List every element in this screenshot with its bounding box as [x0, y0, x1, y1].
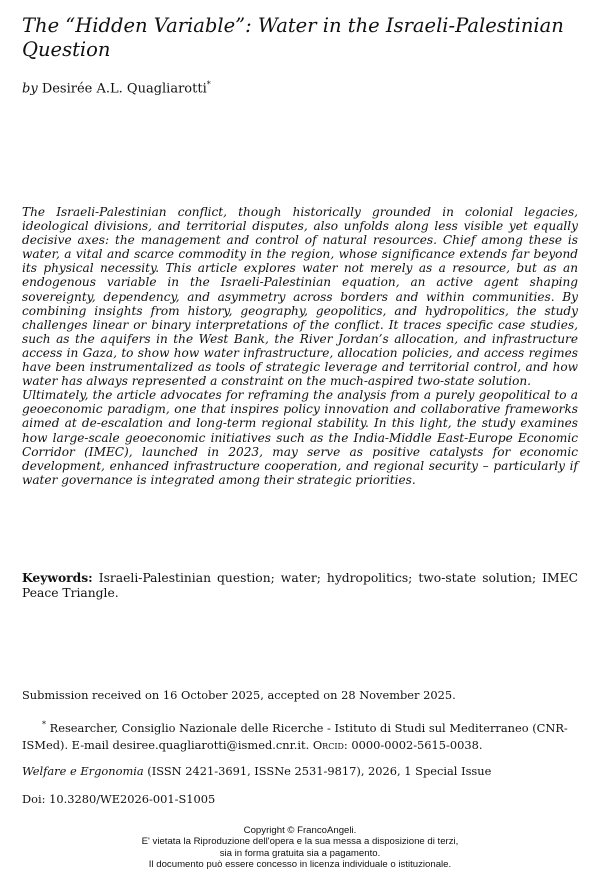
doi: Doi: 10.3280/WE2026-001-S1005	[22, 792, 216, 806]
footnote-text-1: Researcher, Consiglio Nazionale delle Ricerche - Istituto di Studi sul Mediterraneo (	[49, 720, 537, 735]
keywords	[22, 571, 578, 600]
by-label: by	[22, 81, 38, 97]
copyright-line-1: Copyright © FrancoAngeli.	[243, 825, 357, 836]
orcid-id: : 0000-0002-5615-0038.	[343, 737, 483, 752]
abstract	[22, 205, 578, 487]
keywords-label: Keywords:	[22, 570, 93, 585]
copyright-notice	[0, 825, 600, 870]
journal-info	[22, 764, 491, 778]
author-footnote-mark: *	[206, 80, 211, 89]
journal-details: (ISSN 2421-3691, ISSNe 2531-9817), 2026, 1 Special Issue	[143, 764, 492, 778]
author-footnote	[22, 716, 578, 754]
abstract-paragraph-2: Ultimately, the article advocates for reframing the analysis from a purely geopolitical to a geoeconomic paradigm, one that inspires policy innovation and collaborative frameworks aimed at de-escalation and long-term regional stability. In this light, the study examines how large-scale geoeconomic initiatives such as the India-Middle East-Europe Economic Corridor (IMEC), launched in 2023, may serve as positive catalysts for economic development, enhanced infrastructure cooperation, and regional security – particularly if water governance is integrated among their strategic priorities.	[22, 388, 578, 487]
copyright-line-2: E' vietata la Riproduzione dell'opera e la sua messa a disposizione di terzi,	[141, 836, 459, 848]
abstract-paragraph-1: The Israeli-Palestinian conflict, though historically grounded in colonial legacies, ideological divisions, and territorial disputes, also unfolds along less visible yet equally decisive axes: the management and control of natural resources. Chief among these is water, a vital and scarce commodity in the region, whose significance extends far beyond its physical necessity. This article explores water not merely as a resource, but as an endogenous variable in the Israeli-Palestinian equation, an active agent shaping sovereignty, dependency, and asymmetry across borders and within communities. By combining insights from history, geography, geopolitics, and hydropolitics, the study challenges linear or binary interpretations of the conflict. It traces specific case studies, such as the aquifers in the West Bank, the River Jordan’s allocation, and infrastructure access in Gaza, to show how water infrastructure, allocation policies, and access regimes have been instrumentalized as tools of strategic leverage and territorial control, and how water has always represented a constraint on the much-aspired two-state solution.	[22, 205, 578, 389]
footnote-text-2: ed). E-mail desiree.quagliarotti@ismed.cnr.it.	[45, 737, 313, 752]
article-title: The “Hidden Variable”: Water in the Israeli-Palestinian Question	[22, 14, 564, 61]
byline	[22, 80, 211, 96]
copyright-line-4: Il documento può essere concesso in licenza individuale o istituzionale.	[148, 858, 452, 870]
footnote-institute-acronym: CNR-ISM	[22, 720, 568, 752]
orcid-label: Orcid	[312, 737, 344, 752]
journal-name: Welfare e Ergonomia	[22, 764, 144, 778]
footnote-mark: *	[42, 720, 46, 729]
copyright-line-3: sia in forma gratuita sia a pagamento.	[219, 847, 381, 859]
keywords-text: Israeli-Palestinian question; water; hydropolitics; two-state solution; IMEC Peace Triangle.	[22, 571, 578, 600]
submission-dates: Submission received on 16 October 2025, accepted on 28 November 2025.	[22, 688, 456, 702]
author-name: Desirée A.L. Quagliarotti	[41, 81, 207, 97]
